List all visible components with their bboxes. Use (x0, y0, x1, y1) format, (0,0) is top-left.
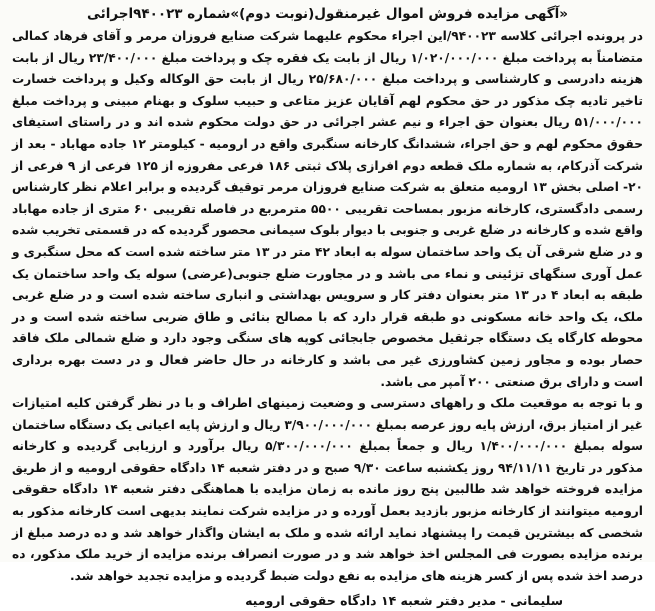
notice-paragraph-2: و با توجه به موقعیت ملک و راههای دسترسی و وضعیت زمینهای اطراف و با در نظر گرفتن کلیه امتیازات غیر از امتیاز برق، ارزش پایه روز عرصه بمبلغ ۳/۹۰۰/۰۰۰/۰۰۰ ریال و ارزش پایه اعیانی یک دستگاه ساختمان سوله بمبلغ ۱/۴۰۰/۰۰۰/۰۰۰ ریال و جمعاً بمبلغ ۵/۳۰۰/۰۰۰/۰۰۰ ریال برآورد و ارزیابی گردیده و کارخانه مذکور در تاریخ ۹۴/۱۱/۱۱ روز یکشنبه ساعت ۹/۳۰ صبح و در دفتر شعبه ۱۴ دادگاه حقوقی ارومیه و از طریق مزایده فروخته خواهد شد طالبین پنج روز مانده به زمان مزایده با هماهنگی دفتر شعبه ۱۴ دادگاه حقوقی ارومیه میتوانند از کارخانه مزبور بازدید بعمل آورده و در مزایده شرکت نمایند بدیهی است کارخانه مذکور به شخصی که بیشترین قیمت را پیشنهاد نماید ارائه شده و ملک به ایشان واگذار خواهد شد و ده درصد مبلغ از برنده مزایده بصورت فی المجلس اخذ خواهد شد و در صورت انصراف برنده مزایده از خرید ملک مذکور، ده درصد اخذ شده پس از کسر هزینه های مزایده به نفع دولت ضبط گردیده و مزایده تجدید خواهد شد. (12, 396, 644, 583)
notice-signature: سلیمانی - مدیر دفتر شعبه ۱۴ دادگاه حقوقی ارومیه (245, 593, 563, 609)
notice-title: «آگهی مزایده فروش اموال غیرمنقول(نوبت دوم)»شماره ۹۴۰۰۲۳اجرائی (86, 6, 568, 22)
notice-paragraph-1: در پرونده اجرائی کلاسه ۹۴۰۰۲۳/این اجراء محکوم علیهما شرکت صنایع فروزان مرمر و آقای فرهاد کمالی متضامناً به پرداخت مبلغ ۱/۰۲۰/۰۰۰/۰۰۰ ریال از بابت یک فقره چک و پرداخت مبلغ ۲۳/۴۰۰/۰۰۰ ریال از بابت هزینه دادرسی و کارشناسی و پرداخت مبلغ ۲۵/۶۸۰/۰۰۰ ریال از بابت حق الوکاله وکیل و پرداخت خسارت تاخیر تادیه چک مذکور در حق محکوم لهم آقایان عزیز متاعی و حبیب سلوک و بهنام مبینی و پرداخت مبلغ ۵۱/۰۰۰/۰۰۰ ریال بعنوان حق اجراء و نیم عشر اجرائی در حق دولت محکوم شده اند و در راستای استیفای حقوق محکوم لهم و حق اجراء، ششدانگ کارخانه سنگبری واقع در ارومیه - کیلومتر ۱۲ جاده مهاباد - بعد از شرکت آذرکام، به شماره ملک قطعه دوم افرازی پلاک ثبتی ۱۸۶ فرعی مفروزه از ۱۲۵ فرعی از ۹ فرعی از ۲۰- اصلی بخش ۱۳ ارومیه متعلق به شرکت صنایع فروزان مرمر توقیف گردیده و برابر اعلام نظر کارشناس رسمی دادگستری، کارخانه مزبور بمساحت تقریبی ۵۵۰۰ مترمربع در فاصله تقریبی ۶۰ متری از جاده مهاباد واقع شده و کارخانه در ضلع غربی و جنوبی با دیوار بلوک سیمانی محصور گردیده که در قسمتی تخریب شده و در ضلع شرقی آن یک واحد ساختمان سوله به ابعاد ۴۲ متر در ۱۳ متر ساخته شده است که محل سنگبری و عمل آوری سنگهای تزئینی و نماء می باشد و در مجاورت ضلع جنوبی(عرضی) سوله یک واحد ساختمان یک طبقه به ابعاد ۴ در ۱۳ متر بعنوان دفتر کار و سرویس بهداشتی و انباری ساخته شده است و در ضلع غربی ملک، یک واحد خانه مسکونی دو طبقه قرار دارد که با مصالح بنائی و طاق ضربی ساخته شده است و در محوطه کارگاه یک دستگاه جرثقیل مخصوص جابجائی کوپه های سنگی وجود دارد و ضلع شمالی ملک فاقد حصار بوده و مجاور زمین کشاورزی غیر می باشد و کارخانه در حال حاضر فعال و در دست بهره برداری است و دارای برق صنعتی ۲۰۰ آمپر می باشد. (12, 29, 644, 389)
